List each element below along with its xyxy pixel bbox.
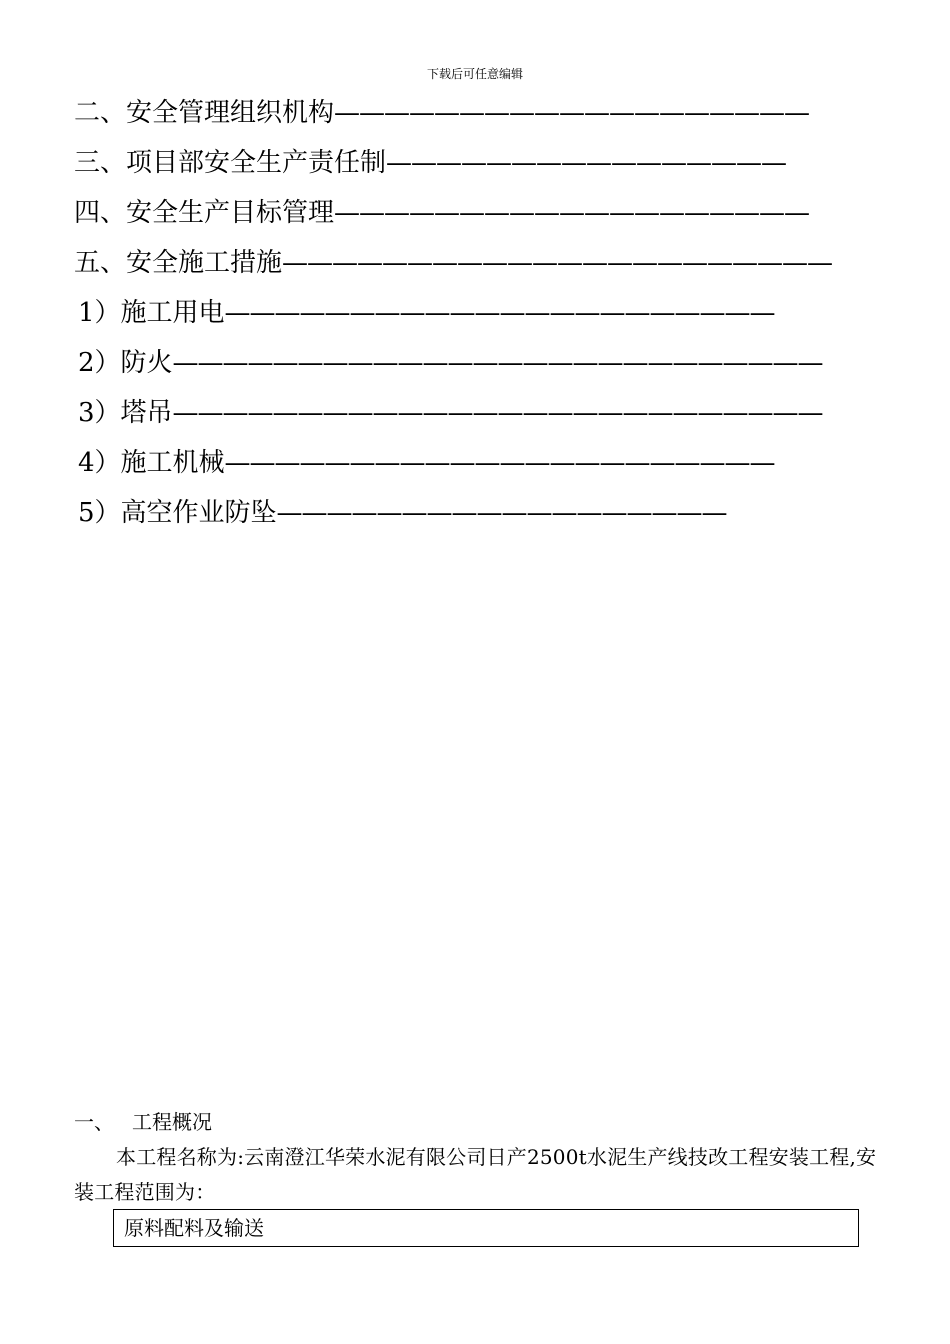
toc-item-fire-prevention: [74, 342, 823, 392]
header-note: 下载后可任意编辑: [426, 67, 523, 81]
toc-leader: ———————————————————: [334, 198, 810, 228]
toc-item-label: 四、安全生产目标管理: [74, 198, 335, 228]
section-body: 本工程名称为:云南澄江华荣水泥有限公司日产2500t水泥生产线技改工程安装工程,安装工程范围为：: [74, 1145, 877, 1204]
table-of-contents: [74, 92, 833, 542]
toc-leader: ——————————————————————: [224, 298, 775, 328]
toc-item-fall-prevention: [74, 492, 774, 542]
toc-item-label: 1）施工用电: [78, 298, 225, 328]
toc-item-responsibility-system: [74, 142, 787, 192]
section-title: 工程概况: [132, 1110, 212, 1134]
toc-item-label: 三、项目部安全生产责任制: [74, 148, 387, 178]
toc-leader: ————————————————: [386, 148, 787, 178]
toc-item-safety-goals: [74, 192, 810, 242]
toc-leader: ——————————————————————————: [172, 398, 823, 428]
toc-item-label: 五、安全施工措施: [74, 248, 283, 278]
toc-item-power-usage: [74, 292, 774, 342]
toc-item-construction-machinery: [74, 442, 774, 492]
toc-leader: ———————————————————: [334, 98, 810, 128]
toc-item-label: 2）防火: [78, 348, 173, 378]
table-cell: 原料配料及输送: [124, 1216, 264, 1240]
toc-item-safety-organization: [74, 92, 810, 142]
toc-item-safety-measures: [74, 242, 833, 292]
toc-item-tower-crane: [74, 392, 823, 442]
section-number: 一、: [74, 1110, 114, 1134]
toc-leader: ——————————————————————: [224, 448, 775, 478]
toc-leader: ——————————————————————————: [172, 348, 823, 378]
toc-item-label: 4）施工机械: [78, 448, 225, 478]
toc-leader: ——————————————————————: [282, 248, 833, 278]
scope-table: [113, 1209, 859, 1247]
toc-item-label: 3）塔吊: [78, 398, 173, 428]
project-overview-section: [74, 1106, 884, 1210]
section-heading: [74, 1106, 884, 1138]
toc-item-label: 5）高空作业防坠: [78, 498, 277, 528]
toc-item-label: 二、安全管理组织机构: [74, 98, 335, 128]
toc-leader: ——————————————————: [276, 498, 727, 528]
table-row: [114, 1210, 859, 1247]
